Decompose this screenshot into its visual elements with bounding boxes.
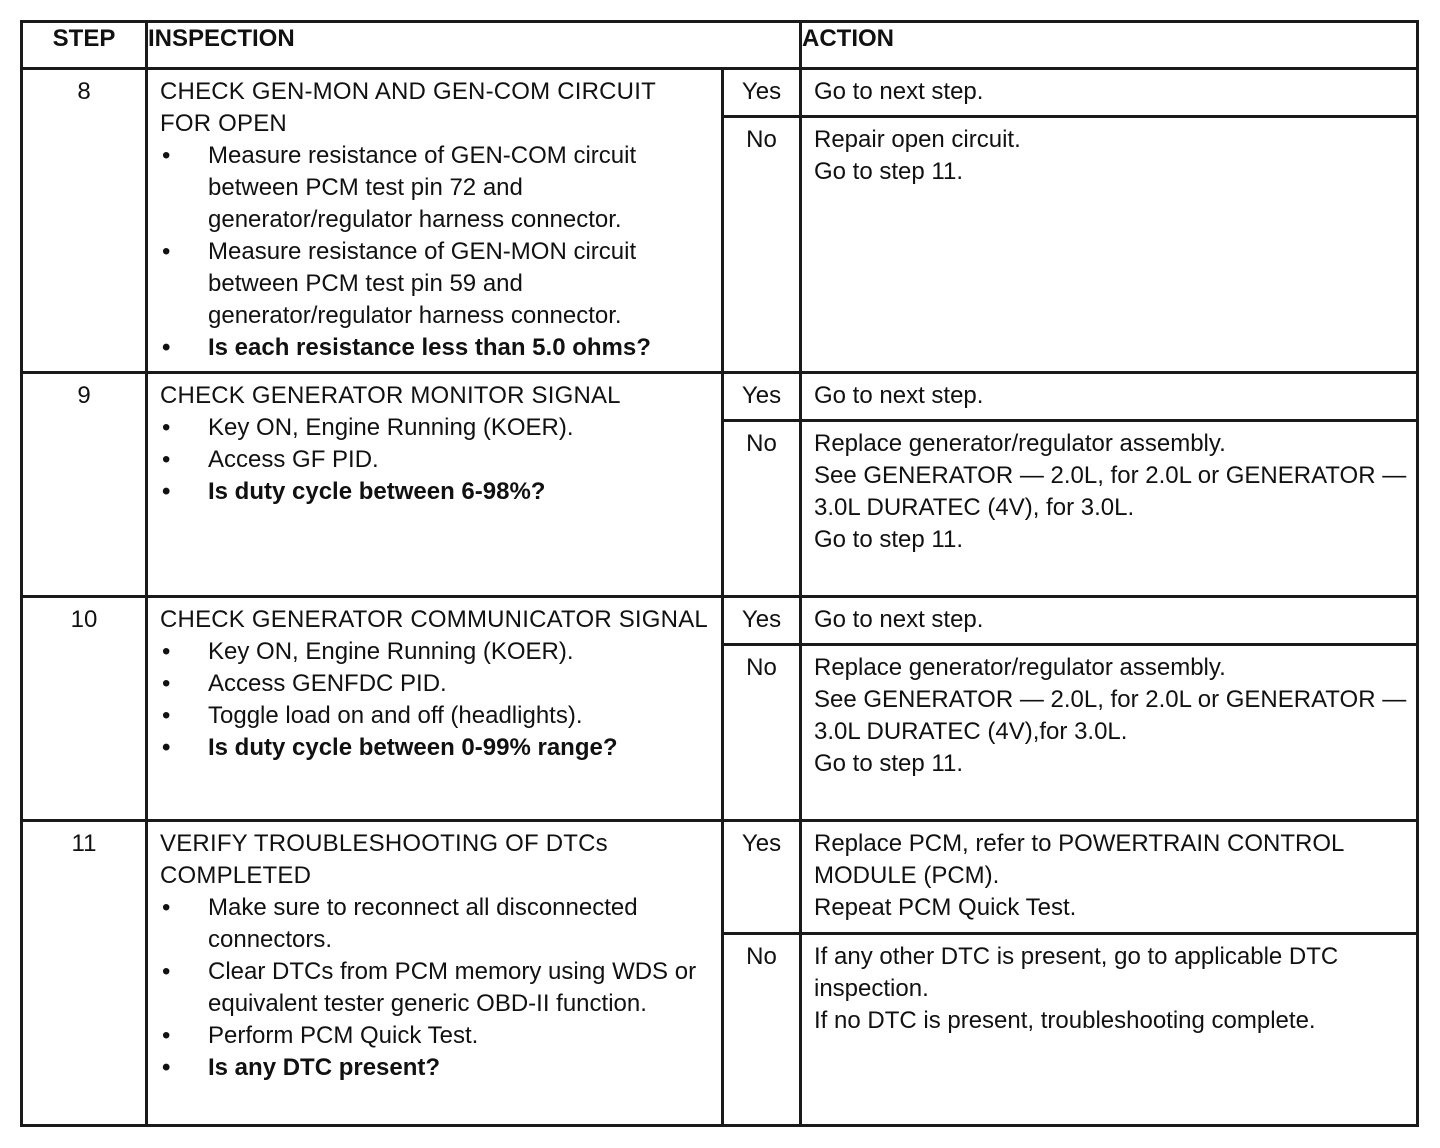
inspection-item: • Key ON, Engine Running (KOER).	[160, 636, 713, 668]
inspection-item: • Access GENFDC PID.	[160, 668, 713, 700]
inspection-cell	[147, 597, 723, 821]
inspection-title: CHECK GEN-MON AND GEN-COM CIRCUIT FOR OPEN	[160, 78, 656, 137]
step-number: 9	[22, 373, 147, 597]
step-number: 8	[22, 69, 147, 373]
bullet-icon: •	[162, 446, 171, 473]
inspection-item: • Toggle load on and off (headlights).	[160, 700, 713, 732]
action-line: Repeat PCM Quick Test.	[814, 894, 1077, 921]
action-line: Replace generator/regulator assembly.	[814, 430, 1226, 457]
inspection-list	[160, 892, 713, 1084]
inspection-item: • Clear DTCs from PCM memory using WDS or equivalent tester generic OBD-II function.	[162, 958, 697, 1017]
bullet-icon: •	[162, 478, 171, 505]
step-number: 11	[22, 821, 147, 1126]
step-row-yes	[22, 373, 1418, 421]
no-label: No	[723, 934, 801, 1126]
bullet-icon: •	[162, 1054, 171, 1081]
bullet-icon: •	[162, 702, 171, 729]
action-line: Go to next step.	[814, 382, 984, 409]
inspection-item: • Perform PCM Quick Test.	[160, 1020, 713, 1052]
action-line: Replace generator/regulator assembly.	[814, 654, 1226, 681]
yes-action	[801, 821, 1418, 934]
yes-label: Yes	[723, 69, 801, 117]
yes-label: Yes	[723, 597, 801, 645]
no-label: No	[723, 421, 801, 597]
bullet-icon: •	[162, 638, 171, 665]
action-line: Replace PCM, refer to POWERTRAIN CONTROL MODULE (PCM).	[814, 830, 1344, 889]
action-line: If any other DTC is present, go to applicable DTC inspection.	[814, 943, 1339, 1002]
inspection-title: CHECK GENERATOR COMMUNICATOR SIGNAL	[160, 606, 708, 633]
inspection-question: • Is each resistance less than 5.0 ohms?	[160, 332, 713, 364]
step-number: 10	[22, 597, 147, 821]
step-row-yes	[22, 597, 1418, 645]
action-line: Go to step 11.	[814, 158, 963, 185]
no-action	[801, 645, 1418, 821]
action-line: See GENERATOR — 2.0L, for 2.0L or GENERATOR — 3.0L DURATEC (4V), for 3.0L.	[814, 462, 1407, 521]
bullet-icon: •	[162, 958, 171, 985]
bullet-icon: •	[162, 334, 171, 361]
inspection-item: • Key ON, Engine Running (KOER).	[160, 412, 713, 444]
inspection-list	[160, 636, 713, 764]
inspection-title: VERIFY TROUBLESHOOTING OF DTCs COMPLETED	[160, 830, 608, 889]
action-line: See GENERATOR — 2.0L, for 2.0L or GENERATOR — 3.0L DURATEC (4V),for 3.0L.	[814, 686, 1407, 745]
inspection-question: • Is duty cycle between 0-99% range?	[160, 732, 713, 764]
no-label: No	[723, 645, 801, 821]
inspection-cell	[147, 821, 723, 1126]
inspection-item: • Measure resistance of GEN-COM circuit between PCM test pin 72 and generator/regulator harness connector.	[162, 142, 637, 233]
action-line: Repair open circuit.	[814, 126, 1021, 153]
inspection-item: • Measure resistance of GEN-MON circuit between PCM test pin 59 and generator/regulator harness connector.	[162, 238, 637, 329]
action-line: Go to step 11.	[814, 526, 963, 553]
no-label: No	[723, 117, 801, 373]
header-row	[22, 22, 1418, 69]
bullet-icon: •	[162, 414, 171, 441]
inspection-list	[160, 412, 713, 508]
bullet-icon: •	[162, 1022, 171, 1049]
yes-label: Yes	[723, 373, 801, 421]
bullet-icon: •	[162, 238, 171, 265]
action-line: Go to next step.	[814, 78, 984, 105]
diagnostic-procedure-page	[20, 20, 1416, 1127]
yes-action	[801, 597, 1418, 645]
header-action: ACTION	[801, 22, 1418, 69]
action-line: Go to next step.	[814, 606, 984, 633]
inspection-question: • Is duty cycle between 6-98%?	[160, 476, 713, 508]
yes-action	[801, 373, 1418, 421]
bullet-icon: •	[162, 142, 171, 169]
bullet-icon: •	[162, 734, 171, 761]
header-inspection: INSPECTION	[147, 22, 801, 69]
no-action	[801, 117, 1418, 373]
inspection-item: • Access GF PID.	[160, 444, 713, 476]
action-line: Go to step 11.	[814, 750, 963, 777]
bullet-icon: •	[162, 670, 171, 697]
no-action	[801, 421, 1418, 597]
inspection-question: • Is any DTC present?	[160, 1052, 713, 1084]
yes-label: Yes	[723, 821, 801, 934]
no-action	[801, 934, 1418, 1126]
step-row-yes	[22, 69, 1418, 117]
header-step: STEP	[22, 22, 147, 69]
step-row-yes	[22, 821, 1418, 934]
inspection-list	[160, 140, 713, 364]
bullet-icon: •	[162, 894, 171, 921]
inspection-cell	[147, 69, 723, 373]
inspection-title: CHECK GENERATOR MONITOR SIGNAL	[160, 382, 621, 409]
yes-action	[801, 69, 1418, 117]
inspection-cell	[147, 373, 723, 597]
action-line: If no DTC is present, troubleshooting complete.	[814, 1007, 1316, 1034]
inspection-item: • Make sure to reconnect all disconnected connectors.	[162, 894, 638, 953]
diagnostic-table	[20, 20, 1419, 1127]
